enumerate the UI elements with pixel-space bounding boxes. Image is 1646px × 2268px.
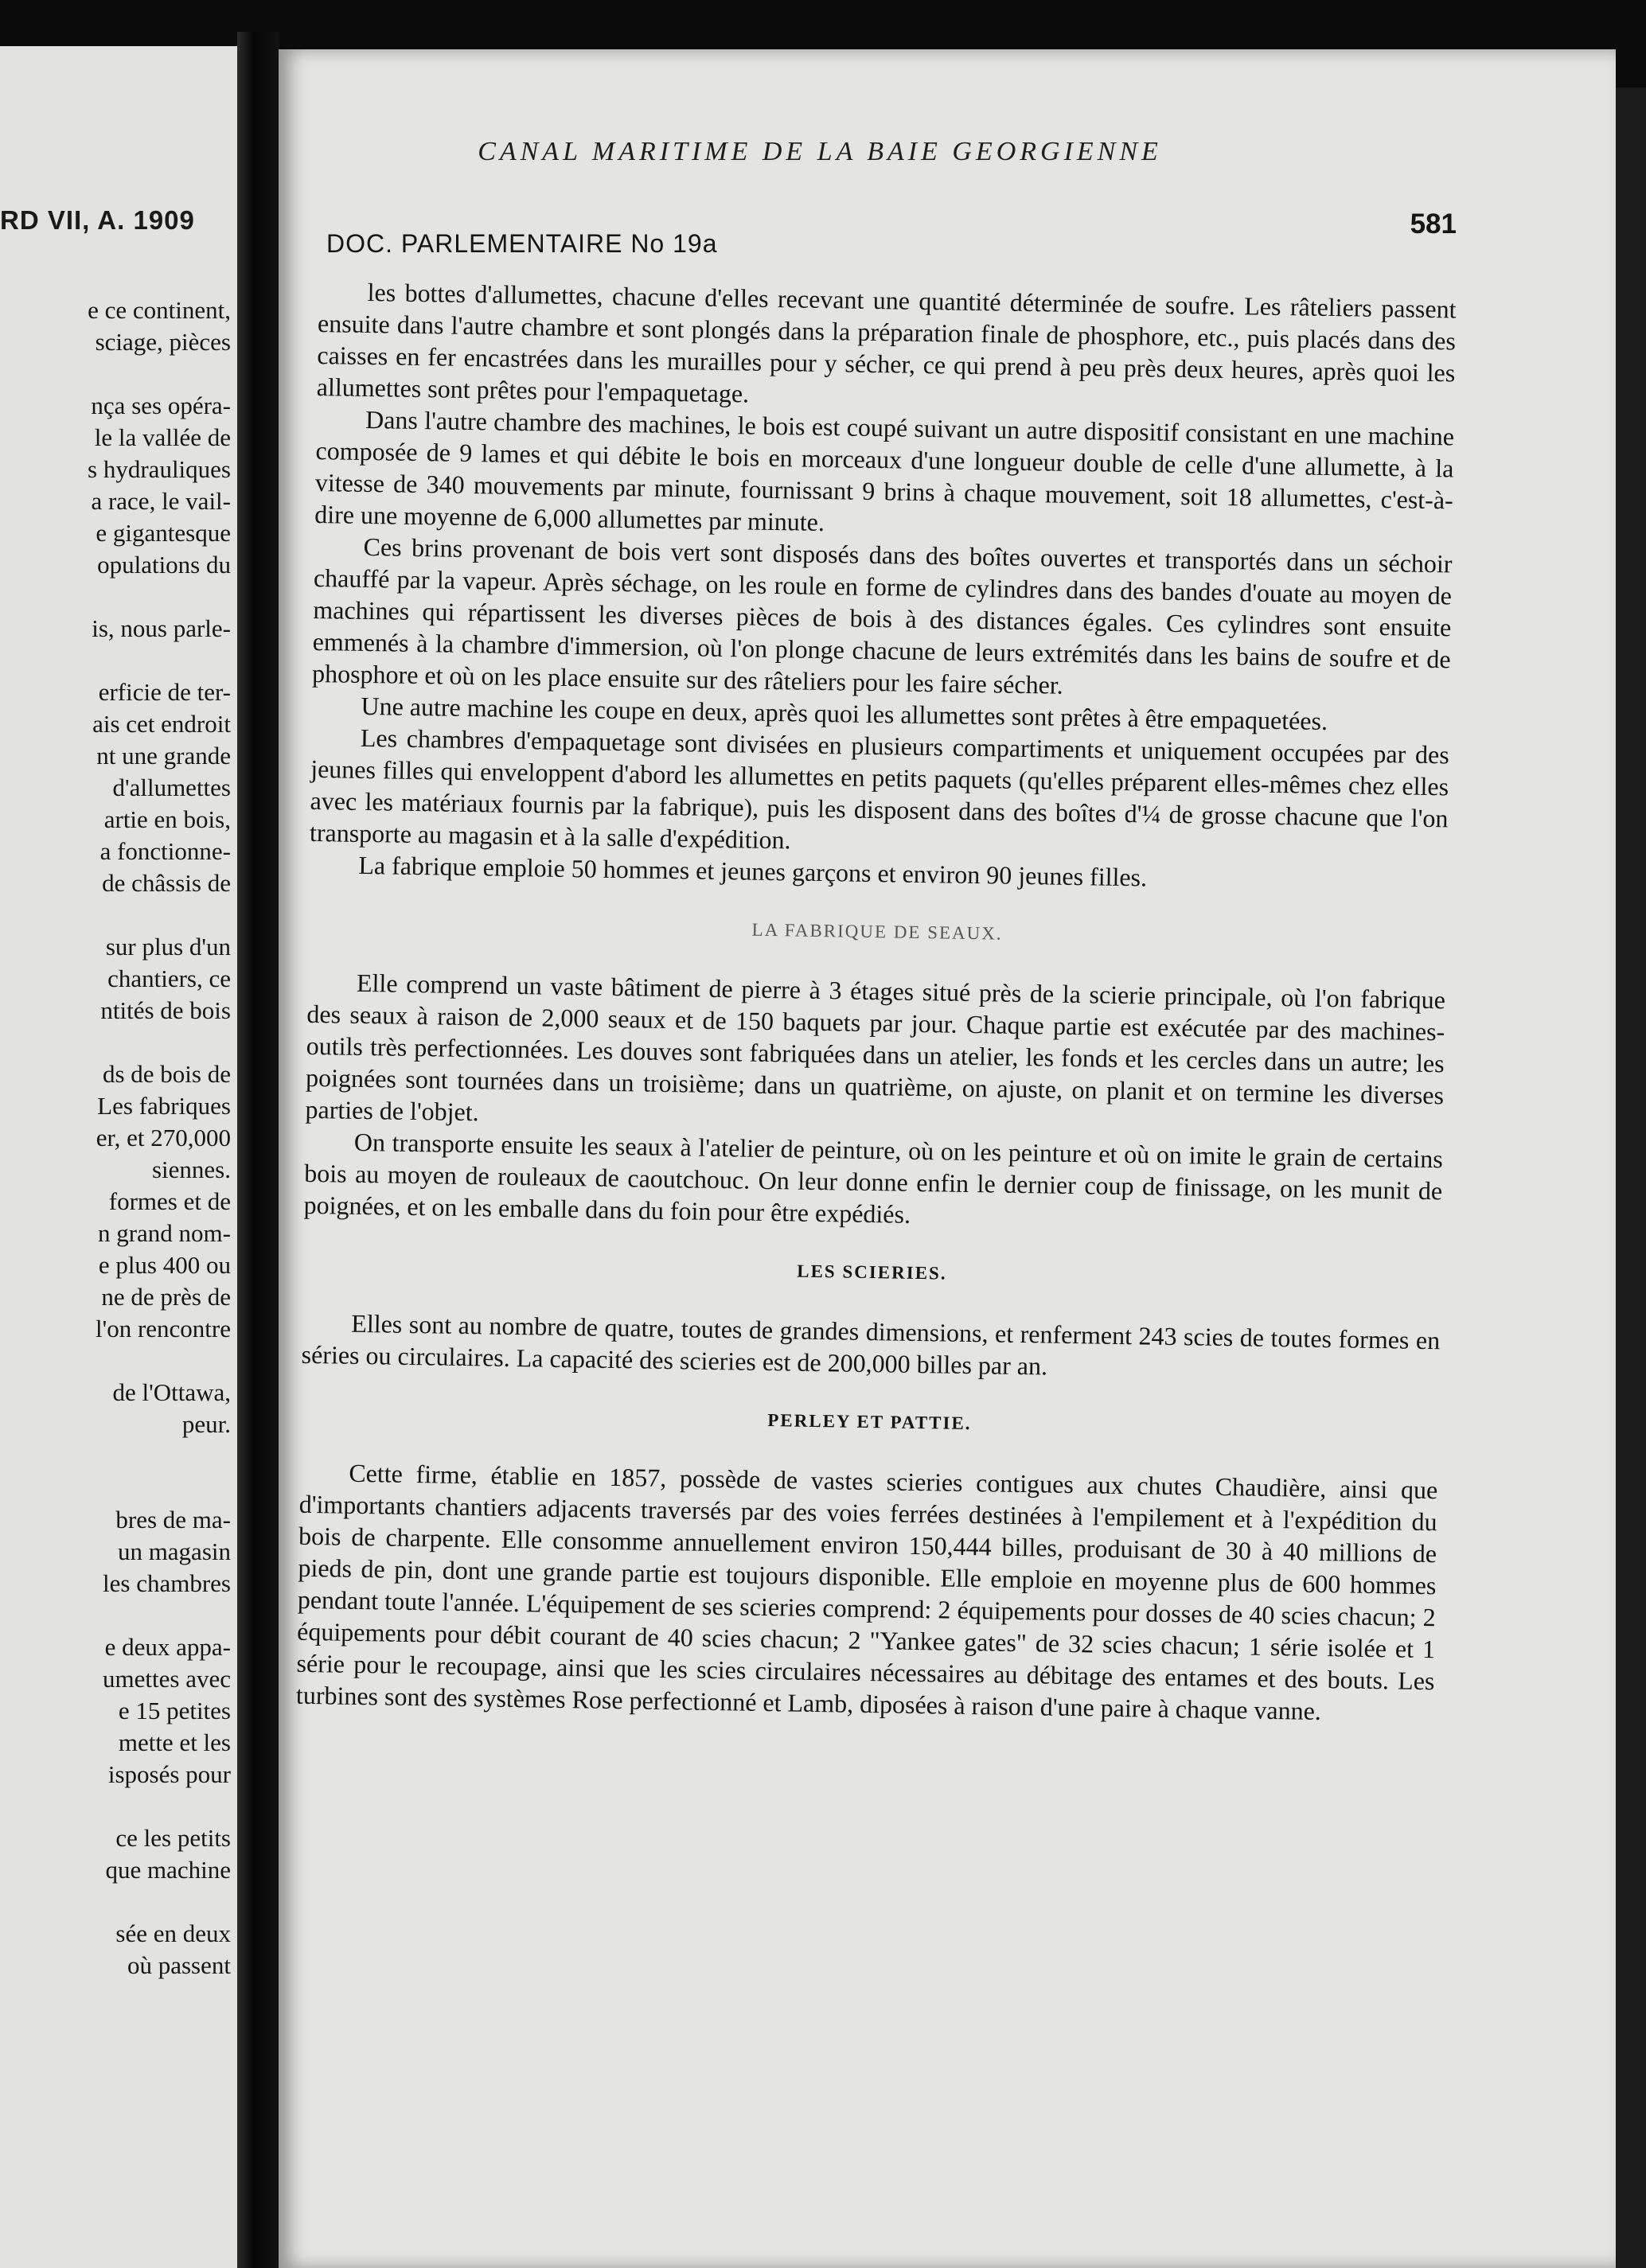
left-page-line: de châssis de [102,869,231,897]
book-spine [237,32,279,2268]
left-page-line [0,1791,231,1822]
paragraph: Cette firme, établie en 1857, possède de vastes scieries contigues aux chutes Chaudière, ainsi que d'importants chantiers adjacents traversés par des voies ferrées destinées à l'empilement et à l'expédition du bois de charpente. Elle consomme annuellement environ 150,444 billes, produisant de 30 à 40 millions de pieds de pin, dont une grande partie est toujours disponible. Elle emploie en moyenne plus de 600 hommes pendant toute l'année. L'équipement de ses scieries comprend: 2 équipements pour dosses de 40 scies chacun; 2 équipements pour débit courant de 40 scies chacun; 2 "Yankee gates" de 32 scies chacun; 1 série isolée et 1 série pour le recoupage, ainsi que les scies circulaires nécessaires au débitage des entames et des bouts. Les turbines sont des systèmes Rose perfectionné et Lamb, diposées à raison d'une paire à chaque vanne. [295,1458,1438,1726]
left-page-line: a race, le vail- [91,487,231,515]
left-page-line: ce les petits [115,1824,231,1852]
left-page-line: siennes. [151,1155,231,1183]
left-page-line: chantiers, ce [107,964,231,992]
paragraph: On transporte ensuite les seaux à l'atelier de peinture, où on les peinture et où on imite le grain de certains bois au moyen de rouleaux de caoutchouc. On leur donne enfin le dernier coup de finissage, on les munit de poignées, et on les emballe dans du foin pour être expédiés. [303,1127,1444,1229]
left-page-line: is, nous parle- [92,614,231,642]
left-page-line: les chambres [103,1569,231,1597]
paragraph: Dans l'autre chambre des machines, le bois est coupé suivant un autre dispositif consistant en une machine composée de 9 lames et qui débite le bois en morceaux d'une longueur double de celle d'une allumette, à la vitesse de 340 mouvements par minute, fournissant 9 brins à chaque mouvement, soit 18 allumettes, c'est-à-dire une moyenne de 6,000 allumettes par minute. [314,404,1455,537]
left-page-line [0,1027,231,1058]
left-page-line: erficie de ter- [98,678,231,706]
left-page-line: mette et les [118,1728,231,1756]
section-allumettes [309,275,1457,898]
left-page-line: formes et de [108,1187,231,1215]
left-page-line: où passent [127,1951,231,1979]
document-label: DOC. PARLEMENTAIRE No 19a [326,229,718,258]
left-page-line: nça ses opéra- [91,392,231,419]
paragraph: Les chambres d'empaquetage sont divisées en plusieurs compartiments et uniquement occupées par des jeunes filles qui enveloppent d'abord les allumettes en petits paquets (qu'elles préparent elles-mêmes chez elles avec les matériaux fournis par la fabrique), puis les disposent dans des boîtes d'¼ de grosse chacune que l'on transporte au magasin et à la salle d'expédition. [309,723,1449,855]
paragraph: Elle comprend un vaste bâtiment de pierre à 3 étages situé près de la scierie principale, où l'on fabrique des seaux à raison de 2,000 seaux et de 150 baquets par jour. Chaque partie est exécutée par des machines-outils très perfectionnées. Les douves sont fabriquées dans un atelier, les fonds et les cercles dans un autre; les poignées sont tournées dans un troisième; dans un quatrième, on ajuste, on planit et on termine les diverses parties de l'objet. [305,968,1446,1127]
left-page-line: sée en deux [115,1919,231,1947]
section-perley-pattie [296,1456,1438,1728]
left-page-line [0,1472,231,1504]
left-page-line [0,1886,231,1918]
left-page-line [0,1345,231,1377]
left-page-line [0,581,231,613]
left-page-line [0,1440,231,1472]
left-page-line: e ce continent, [88,296,231,324]
left-page-line: e plus 400 ou [98,1251,231,1279]
left-page-line: bres de ma- [115,1506,231,1533]
right-page [279,49,1616,2268]
paragraph: La fabrique emploie 50 hommes et jeunes garçons et environ 90 jeunes filles. [358,850,1148,892]
left-page-line: d'allumettes [112,774,231,801]
left-page-line: ne de près de [101,1283,231,1311]
page-number: 581 [1410,208,1457,240]
running-title: CANAL MARITIME DE LA BAIE GEORGIENNE [478,137,1162,166]
left-page-line: sur plus d'un [105,933,231,961]
left-page-line: opulations du [97,551,231,579]
left-page-line: e 15 petites [118,1697,231,1724]
left-page-line: sciage, pièces [95,328,231,356]
paragraph: Une autre machine les coupe en deux, après quoi les allumettes sont prêtes à être empaquetées. [361,691,1328,735]
paragraph: les bottes d'allumettes, chacune d'elles recevant une quantité déterminée de soufre. Les râteliers passent ensuite dans l'autre chambre et sont plongés dans la préparation finale de phosphore, etc., puis placés dans des caisses en fer encastrées dans les murailles pour y sécher, ce qui prend à peu près deux heures, après quoi les allumettes sont prêtes pour l'empaquetage. [316,277,1457,408]
paragraph: Elles sont au nombre de quatre, toutes de grandes dimensions, et renferment 243 scies de toutes formes en séries ou circulaires. La capacité des scieries est de 200,000 billes par an. [301,1308,1441,1381]
left-page-line: le la vallée de [94,423,231,451]
left-page-line: er, et 270,000 [96,1124,231,1152]
left-page-line: ntités de bois [100,996,231,1024]
section-fabrique-seaux [303,966,1445,1238]
heading-scieries: LES SCIERIES. [797,1261,947,1284]
left-page-line: ds de bois de [102,1060,231,1088]
heading-perley-pattie: PERLEY ET PATTIE. [767,1410,972,1434]
left-page-line [0,645,231,676]
left-page-line: un magasin [117,1537,231,1565]
left-page-line: umettes avec [103,1665,231,1693]
left-page-line: s hydrauliques [88,455,231,483]
left-page-line: isposés pour [107,1760,231,1788]
heading-fabrique-seaux: LA FABRIQUE DE SEAUX. [751,919,1003,944]
left-page-line: peur. [181,1410,231,1438]
left-page-line: que machine [105,1856,231,1884]
left-page-line: ais cet endroit [92,710,231,738]
left-page-line: n grand nom- [97,1219,231,1247]
left-page-line: de l'Ottawa, [112,1378,231,1406]
page-body [296,275,1457,1728]
left-page [0,46,237,2268]
left-page-line: a fonctionne- [99,837,231,865]
left-page-header: RD VII, A. 1909 [0,205,195,235]
left-page-line: l'on rencontre [96,1315,231,1342]
left-page-line: Les fabriques [97,1092,231,1120]
section-scieries [301,1307,1440,1388]
left-page-line: e deux appa- [104,1633,231,1661]
left-page-line: nt une grande [96,742,231,770]
left-page-line: e gigantesque [96,519,231,547]
paragraph: Ces brins provenant de bois vert sont disposés dans des boîtes ouvertes et transportés dans un séchoir chauffé par la vapeur. Après séchage, on les roule en forme de cylindres dans des bandes d'ouate au moyen de machines qui répartissent les diverses pièces de bois à des distances égales. Ces cylindres sont ensuite emmenés à la chambre d'immersion, où l'on plonge chacune de leurs extrémités dans les bains de soufre et de phosphore et où on les place ensuite sur des râteliers pour les faire sécher. [311,532,1453,699]
left-page-line [0,899,231,931]
page-edge [1616,88,1646,2268]
left-page-line [0,358,231,390]
left-page-text [0,294,231,1982]
left-page-line [0,1600,231,1631]
left-page-line: artie en bois, [103,805,231,833]
